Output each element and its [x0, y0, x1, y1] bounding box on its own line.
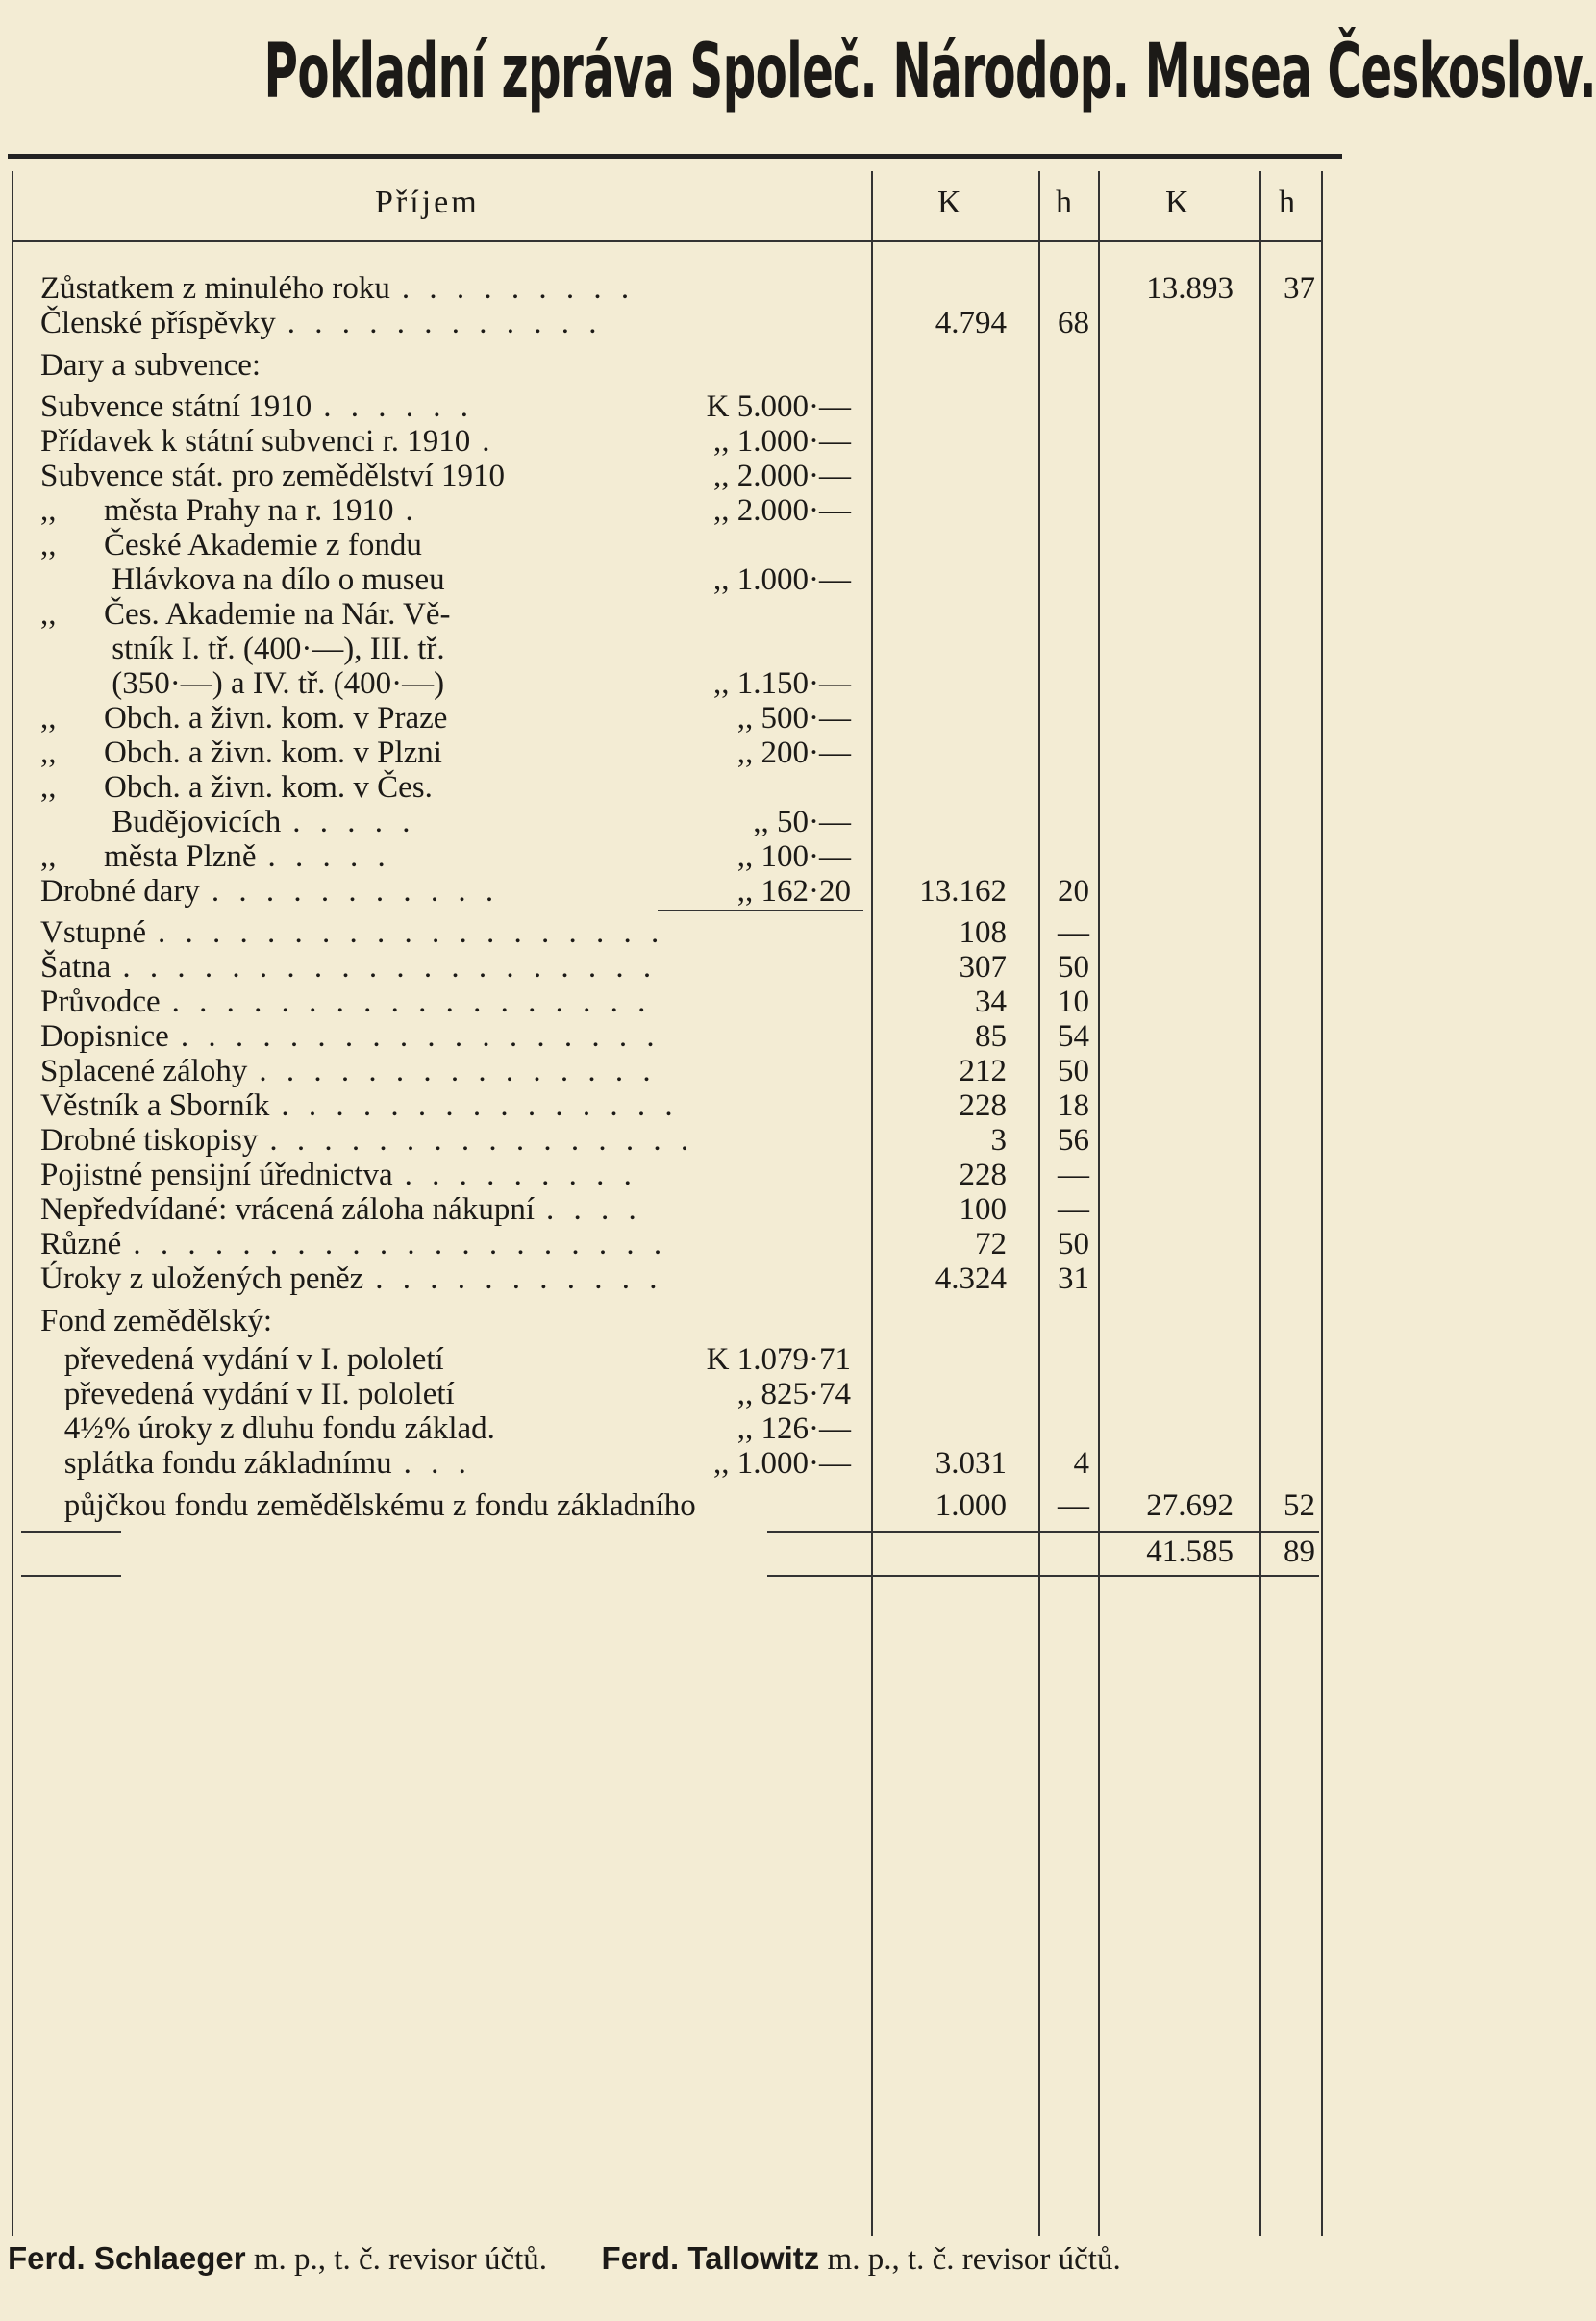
row-leader-dots: . [482, 424, 496, 459]
row-label [40, 597, 450, 632]
row-leader-dots: . . . . . . [323, 389, 475, 424]
row-label [40, 1192, 642, 1227]
sum-rule-left2 [21, 1575, 121, 1577]
header-h1: h [1056, 185, 1075, 220]
row-k1: 13.162 [919, 874, 1007, 909]
row-label [40, 271, 635, 306]
row-leader-dots: . . . . . [292, 805, 416, 839]
row-text: stník I. tř. (400·—), III. tř. [40, 632, 445, 666]
row-text: Různé [40, 1227, 122, 1261]
row-text: Pojistné pensijní úřednictva [40, 1158, 393, 1192]
row-h2: 37 [1284, 271, 1315, 306]
row-text: Nepředvídané: vrácená záloha nákupní [40, 1192, 535, 1227]
row-text: Zůstatkem z minulého roku [40, 271, 390, 306]
row-label [40, 562, 445, 597]
row-text: ,, Obch. a živn. kom. v Plzni [40, 736, 442, 770]
row-label [40, 348, 261, 383]
row-subamount: K 1.079·71 [706, 1342, 851, 1377]
row-text: Budějovicích [40, 805, 282, 839]
header-prijem: Příjem [375, 185, 480, 220]
row-text: Členské příspěvky [40, 306, 276, 340]
row-k1: 4.324 [935, 1261, 1007, 1296]
row-subamount: ,, 825·74 [736, 1377, 851, 1411]
row-label [40, 770, 433, 805]
row-text: ,, České Akademie z fondu [40, 528, 422, 562]
row-leader-dots: . . . . . . . . . [401, 271, 636, 306]
row-text: Subvence stát. pro zemědělství 1910 [40, 459, 505, 493]
row-text: splátka fondu základnímu [40, 1446, 392, 1481]
row-k1: 34 [975, 985, 1007, 1019]
header-rule [12, 240, 1323, 242]
row-text: (350·—) a IV. tř. (400·—) [40, 666, 445, 701]
row-text: ,, Obch. a živn. kom. v Praze [40, 701, 448, 736]
row-h1: 56 [1058, 1123, 1089, 1158]
row-label [40, 632, 445, 666]
row-subamount: ,, 1.000·— [713, 424, 851, 459]
row-label [40, 389, 474, 424]
row-k1: 100 [959, 1192, 1007, 1227]
row-label [40, 1411, 495, 1446]
row-subamount: ,, 2.000·— [713, 459, 851, 493]
row-text: Splacené zálohy [40, 1054, 248, 1088]
row-leader-dots: . . . . . . . . . . . . . . . . . . . . [122, 950, 658, 985]
sum-rule-left [21, 1531, 121, 1533]
row-label [40, 915, 664, 950]
row-subamount: ,, 2.000·— [713, 493, 851, 528]
row-leader-dots: . . . . . . . . . . . . . . . [281, 1088, 679, 1123]
row-h1: — [1058, 1488, 1089, 1523]
row-leader-dots: . . . . . . . . . . . . . . . . . . [180, 1019, 661, 1054]
row-h1: 4 [1073, 1446, 1089, 1481]
row-text: ,, města Plzně [40, 839, 257, 874]
sum-rule-mid2 [767, 1575, 1319, 1577]
row-h1: — [1058, 1192, 1089, 1227]
row-label [40, 1261, 663, 1296]
rule-k2 [1098, 171, 1100, 2236]
row-text: Hlávkova na dílo o museu [40, 562, 445, 597]
row-leader-dots: . . . . . . . . . . . . [287, 306, 603, 340]
row-label [40, 1054, 657, 1088]
row-k1: 3.031 [935, 1446, 1007, 1481]
row-h1: — [1058, 915, 1089, 950]
row-leader-dots: . [405, 493, 419, 528]
row-leader-dots: . . . . . . . . . . . . . . . . [269, 1123, 695, 1158]
row-subamount: ,, 50·— [753, 805, 851, 839]
row-h1: 31 [1058, 1261, 1089, 1296]
row-h1: 50 [1058, 950, 1089, 985]
row-k2: 13.893 [1146, 271, 1234, 306]
row-leader-dots: . . . . [546, 1192, 642, 1227]
row-leader-dots: . . . . . . . . . . . [211, 874, 500, 909]
rule-h2 [1259, 171, 1261, 2236]
row-subamount: ,, 200·— [736, 736, 851, 770]
row-subamount: ,, 100·— [736, 839, 851, 874]
sum-rule-mid [767, 1531, 1319, 1533]
signature-name-2: Ferd. Tallowitz [601, 2240, 820, 2276]
row-label [40, 1377, 455, 1411]
row-leader-dots: . . . . . . . . . . . . . . . [259, 1054, 657, 1088]
signature-name-1: Ferd. Schlaeger [8, 2240, 246, 2276]
row-k1: 307 [959, 950, 1007, 985]
row-h1: 54 [1058, 1019, 1089, 1054]
row-label [40, 805, 415, 839]
row-label [40, 874, 499, 909]
row-h1: 50 [1058, 1054, 1089, 1088]
rule-k1 [871, 171, 873, 2236]
row-text: ,, Čes. Akademie na Nár. Vě- [40, 597, 451, 632]
row-leader-dots: . . . . . . . . . . . . . . . . . . [171, 985, 652, 1019]
row-text: Úroky z uložených peněz [40, 1261, 364, 1296]
row-label [40, 701, 447, 736]
row-k1: 228 [959, 1088, 1007, 1123]
rule-h1 [1038, 171, 1040, 2236]
row-label [40, 839, 391, 874]
row-h1: 68 [1058, 306, 1089, 340]
row-label [40, 950, 657, 985]
row-label [40, 493, 419, 528]
row-leader-dots: . . . . . . . . . . . [375, 1261, 663, 1296]
row-k1: 1.000 [935, 1488, 1007, 1523]
row-label [40, 1123, 694, 1158]
row-text: Věstník a Sborník [40, 1088, 270, 1123]
row-text: Vstupné [40, 915, 146, 950]
total-k: 41.585 [1146, 1535, 1234, 1569]
row-leader-dots: . . . . . . . . . . . . . . . . . . . . [133, 1227, 668, 1261]
row-text: Dopisnice [40, 1019, 169, 1054]
header-h2: h [1279, 185, 1298, 220]
row-text: ,, Obch. a živn. kom. v Čes. [40, 770, 433, 805]
row-label [40, 1304, 272, 1338]
signatures [8, 2240, 1121, 2278]
row-text: Šatna [40, 950, 112, 985]
row-k1: 108 [959, 915, 1007, 950]
row-label [40, 1488, 696, 1523]
row-k2: 27.692 [1146, 1488, 1234, 1523]
row-h1: 50 [1058, 1227, 1089, 1261]
row-text: Fond zemědělský: [40, 1304, 273, 1338]
row-subamount: ,, 1.150·— [713, 666, 851, 701]
page-title: Pokladní zpráva Společ. Národop. Musea Českoslov. [263, 29, 1596, 115]
row-label [40, 1342, 444, 1377]
row-h1: 18 [1058, 1088, 1089, 1123]
signature-role-2: m. p., t. č. revisor účtů. [827, 2242, 1121, 2277]
row-text: Průvodce [40, 985, 161, 1019]
sum-rule-sub [658, 910, 863, 911]
row-label [40, 306, 602, 340]
row-k1: 3 [990, 1123, 1007, 1158]
row-text: Drobné tiskopisy [40, 1123, 259, 1158]
total-h: 89 [1284, 1535, 1315, 1569]
row-text: ,, města Prahy na r. 1910 [40, 493, 394, 528]
row-subamount: ,, 1.000·— [713, 1446, 851, 1481]
row-text: Subvence státní 1910 [40, 389, 312, 424]
row-k1: 228 [959, 1158, 1007, 1192]
header-k2: K [1165, 185, 1192, 220]
row-h1: 20 [1058, 874, 1089, 909]
row-leader-dots: . . . . . . . . . . . . . . . . . . . [158, 915, 665, 950]
row-label [40, 736, 442, 770]
row-k1: 72 [975, 1227, 1007, 1261]
row-label [40, 1158, 637, 1192]
row-text: půjčkou fondu zemědělskému z fondu základního [40, 1488, 696, 1523]
row-h1: 10 [1058, 985, 1089, 1019]
row-label [40, 424, 496, 459]
row-text: převedená vydání v II. pololetí [40, 1377, 455, 1411]
row-k1: 4.794 [935, 306, 1007, 340]
row-label [40, 666, 444, 701]
row-leader-dots: . . . [403, 1446, 472, 1481]
row-text: převedená vydání v I. pololetí [40, 1342, 444, 1377]
header-k1: K [937, 185, 964, 220]
row-subamount: ,, 162·20 [736, 874, 851, 909]
row-k1: 212 [959, 1054, 1007, 1088]
rule-left [12, 171, 13, 2236]
rule-right [1321, 171, 1323, 2236]
row-label [40, 1088, 679, 1123]
row-label [40, 1446, 472, 1481]
row-h1: — [1058, 1158, 1089, 1192]
row-subamount: ,, 1.000·— [713, 562, 851, 597]
row-text: 4½% úroky z dluhu fondu základ. [40, 1411, 495, 1446]
row-subamount: K 5.000·— [706, 389, 851, 424]
row-subamount: ,, 126·— [736, 1411, 851, 1446]
signature-role-1: m. p., t. č. revisor účtů. [253, 2242, 548, 2277]
row-k1: 85 [975, 1019, 1007, 1054]
row-leader-dots: . . . . . [267, 839, 391, 874]
row-text: Přídavek k státní subvenci r. 1910 [40, 424, 471, 459]
row-label [40, 985, 651, 1019]
row-label [40, 459, 505, 493]
row-h2: 52 [1284, 1488, 1315, 1523]
row-subamount: ,, 500·— [736, 701, 851, 736]
row-text: Dary a subvence: [40, 348, 262, 383]
row-label [40, 1227, 667, 1261]
row-text: Drobné dary [40, 874, 200, 909]
row-label [40, 1019, 661, 1054]
row-leader-dots: . . . . . . . . . [404, 1158, 637, 1192]
row-label [40, 528, 422, 562]
